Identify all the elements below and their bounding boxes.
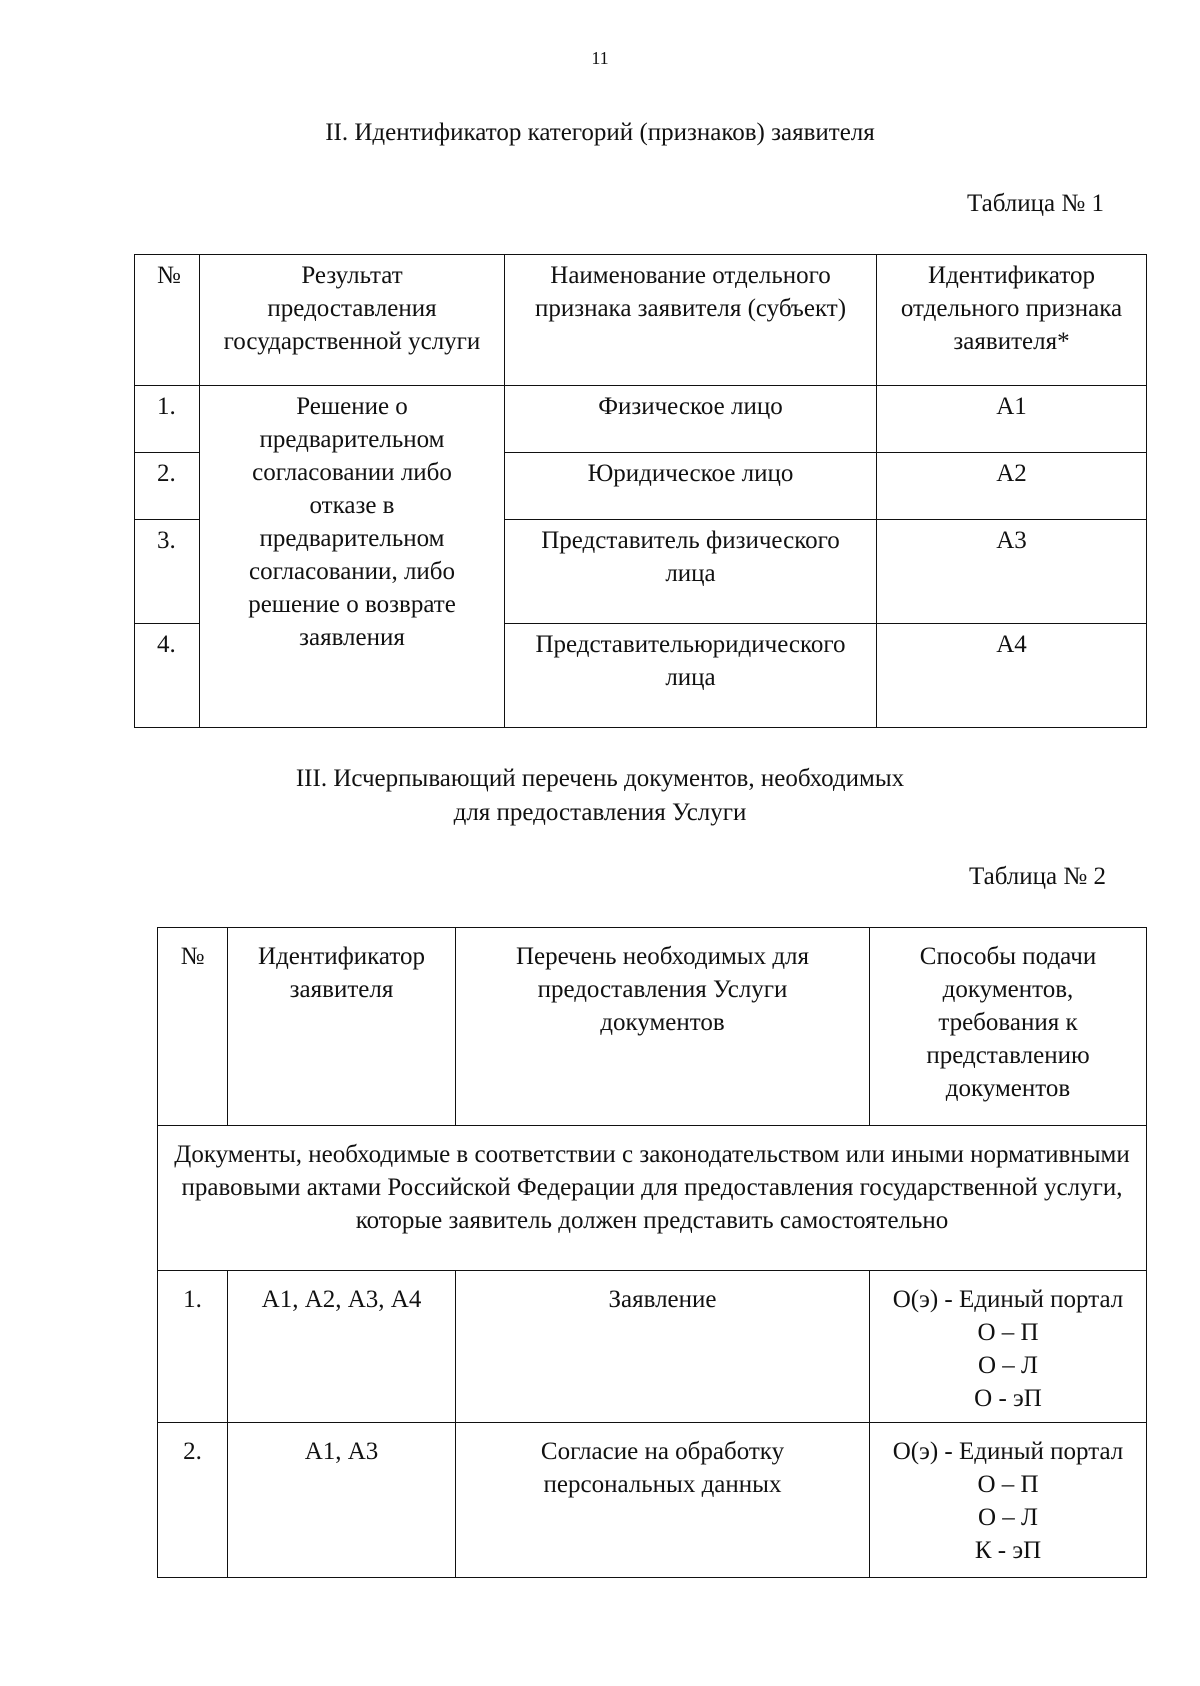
documents-table	[157, 927, 1147, 1578]
submission-methods	[870, 1271, 1147, 1423]
method-line: О – Л	[977, 1352, 1038, 1379]
header-document-list: Перечень необходимых для предоставления Услуги документов	[456, 928, 870, 1126]
method-line: К - эП	[974, 1537, 1042, 1564]
row-number: 1.	[158, 1271, 228, 1423]
applicant-feature-name: Юридическое лицо	[505, 453, 877, 520]
table-2-caption: Таблица № 2	[968, 863, 1106, 890]
section-2-title: II. Идентификатор категорий (признаков) заявителя	[325, 119, 875, 146]
header-feature-identifier: Идентификатор отдельного признака заявителя*	[877, 255, 1147, 386]
table-row	[135, 386, 1147, 453]
section-3-title-line-2: для предоставления Услуги	[453, 799, 747, 826]
row-number: 2.	[158, 1423, 228, 1578]
applicant-ids: А1, А2, А3, А4	[228, 1271, 456, 1423]
service-result-cell: Решение о предварительном согласовании либо отказе в предварительном согласовании, либо решение о возврате заявления	[200, 386, 505, 728]
method-line: О – П	[977, 1319, 1039, 1346]
header-applicant-feature: Наименование отдельного признака заявителя (субъект)	[505, 255, 877, 386]
method-line: О – Л	[977, 1504, 1038, 1531]
group-header-row	[158, 1126, 1147, 1271]
page-number: 11	[591, 48, 609, 68]
row-number: 2.	[135, 453, 200, 520]
applicant-feature-name: Представитель физического лица	[505, 520, 877, 624]
method-line: О – П	[977, 1471, 1039, 1498]
applicant-ids: А1, А3	[228, 1423, 456, 1578]
table-header-row	[135, 255, 1147, 386]
table-header-row	[158, 928, 1147, 1126]
header-number: №	[135, 255, 200, 386]
applicant-feature-id: А2	[877, 453, 1147, 520]
section-3-title-line-1: III. Исчерпывающий перечень документов, необходимых	[295, 765, 905, 792]
header-result: Результат предоставления государственной услуги	[200, 255, 505, 386]
applicant-category-table	[134, 254, 1147, 728]
applicant-feature-id: А3	[877, 520, 1147, 624]
documents-group-header: Документы, необходимые в соответствии с законодательством или иными нормативными правовыми актами Российской Федерации для предоставления государственной услуги, которые заявитель должен представить самостоятельно	[158, 1126, 1147, 1271]
header-submission-methods: Способы подачи документов, требования к представлению документов	[870, 928, 1147, 1126]
method-line: О - эП	[974, 1385, 1042, 1412]
table-1-caption: Таблица № 1	[966, 190, 1104, 217]
applicant-feature-name: Физическое лицо	[505, 386, 877, 453]
table-row	[158, 1271, 1147, 1423]
document-name: Согласие на обработку персональных данных	[456, 1423, 870, 1578]
row-number: 1.	[135, 386, 200, 453]
applicant-feature-id: А1	[877, 386, 1147, 453]
document-name: Заявление	[456, 1271, 870, 1423]
applicant-feature-name: Представительюридического лица	[505, 624, 877, 728]
method-line: О(э) - Единый портал	[892, 1438, 1124, 1465]
applicant-feature-id: А4	[877, 624, 1147, 728]
table-row	[158, 1423, 1147, 1578]
row-number: 4.	[135, 624, 200, 728]
submission-methods	[870, 1423, 1147, 1578]
section-3-title	[0, 762, 1200, 830]
method-line: О(э) - Единый портал	[892, 1286, 1124, 1313]
header-applicant-id: Идентификатор заявителя	[228, 928, 456, 1126]
row-number: 3.	[135, 520, 200, 624]
header-number: №	[158, 928, 228, 1126]
